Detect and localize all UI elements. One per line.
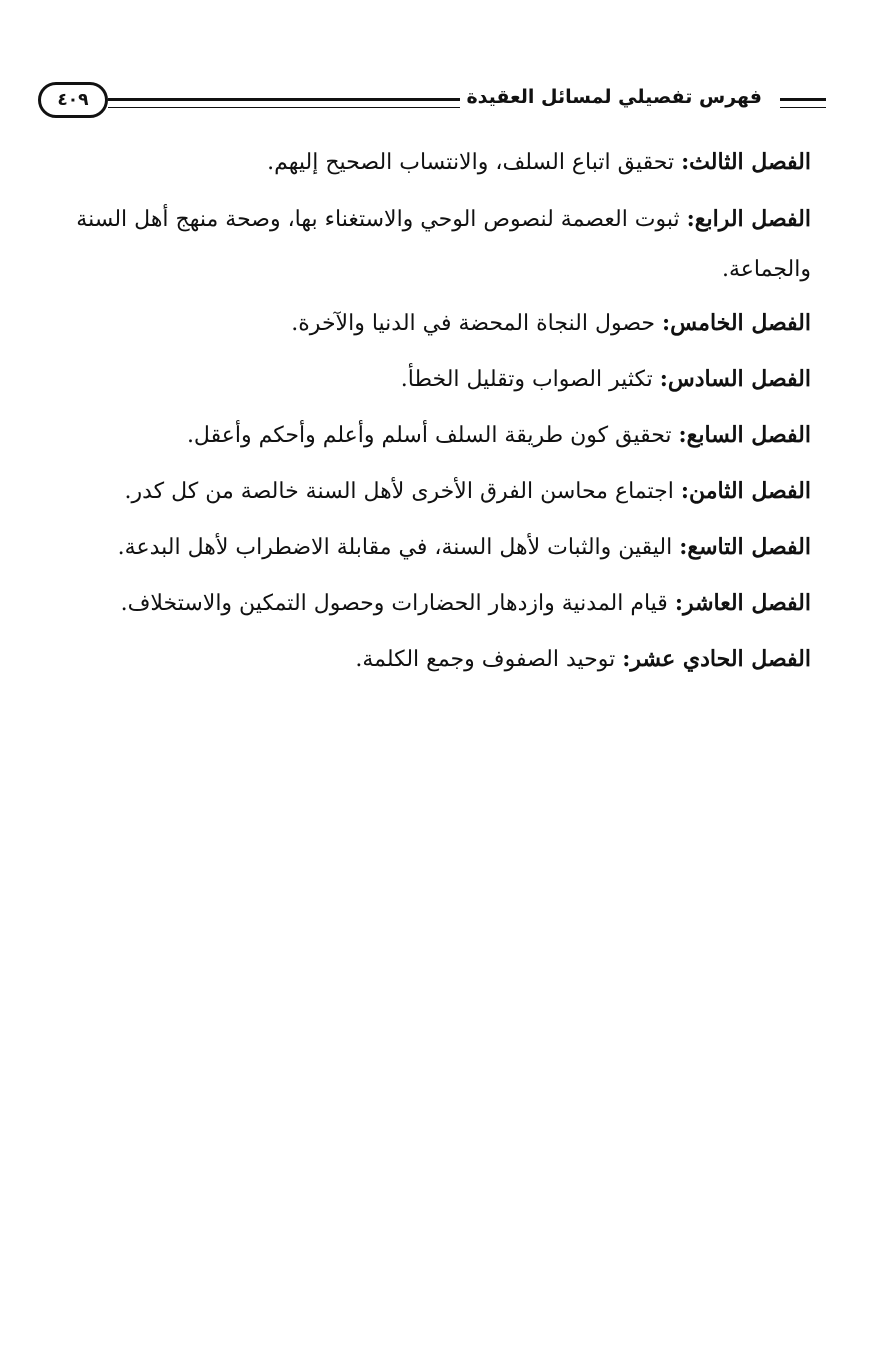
index-entry-chapter-4 <box>41 194 811 295</box>
entry-label: الفصل الحادي عشر: <box>622 646 811 672</box>
index-content <box>41 138 811 691</box>
index-entry-chapter-10 <box>41 579 811 628</box>
entry-label: الفصل الرابع: <box>686 206 811 232</box>
header-rule-right <box>780 98 826 108</box>
entry-label: الفصل التاسع: <box>679 534 811 560</box>
entry-text: حصول النجاة المحضة في الدنيا والآخرة. <box>291 311 662 336</box>
index-entry-chapter-3 <box>41 138 811 187</box>
entry-text: تحقيق اتباع السلف، والانتساب الصحيح إليهم. <box>267 150 682 175</box>
entry-text: تحقيق كون طريقة السلف أسلم وأعلم وأحكم وأعقل. <box>186 423 679 448</box>
index-entry-chapter-7 <box>41 411 811 460</box>
entry-label: الفصل الثامن: <box>680 478 811 504</box>
index-entry-chapter-6 <box>41 355 811 404</box>
page-header <box>36 78 826 126</box>
page-number: ٤٠٩ <box>57 90 89 110</box>
entry-label: الفصل العاشر: <box>674 590 811 616</box>
entry-text: اجتماع محاسن الفرق الأخرى لأهل السنة خالصة من كل كدر. <box>124 479 681 504</box>
index-entry-chapter-5 <box>41 299 811 348</box>
entry-label: الفصل السابع: <box>678 422 811 448</box>
entry-label: الفصل السادس: <box>659 366 811 392</box>
entry-text: قيام المدنية وازدهار الحضارات وحصول التمكين والاستخلاف. <box>120 591 675 616</box>
index-entry-chapter-11 <box>41 635 811 684</box>
entry-text: توحيد الصفوف وجمع الكلمة. <box>355 647 623 672</box>
entry-label: الفصل الخامس: <box>661 310 811 336</box>
index-entry-chapter-8 <box>41 467 811 516</box>
entry-text: ثبوت العصمة لنصوص الوحي والاستغناء بها، وصحة منهج أهل السنة والجماعة. <box>76 207 811 282</box>
running-title: فهرس تفصيلي لمسائل العقيدة <box>460 86 768 108</box>
index-entry-chapter-9 <box>41 523 811 572</box>
entry-label: الفصل الثالث: <box>681 149 811 175</box>
entry-text: اليقين والثبات لأهل السنة، في مقابلة الاضطراب لأهل البدعة. <box>117 535 680 560</box>
page-number-badge <box>38 82 108 118</box>
entry-text: تكثير الصواب وتقليل الخطأ. <box>400 367 660 392</box>
